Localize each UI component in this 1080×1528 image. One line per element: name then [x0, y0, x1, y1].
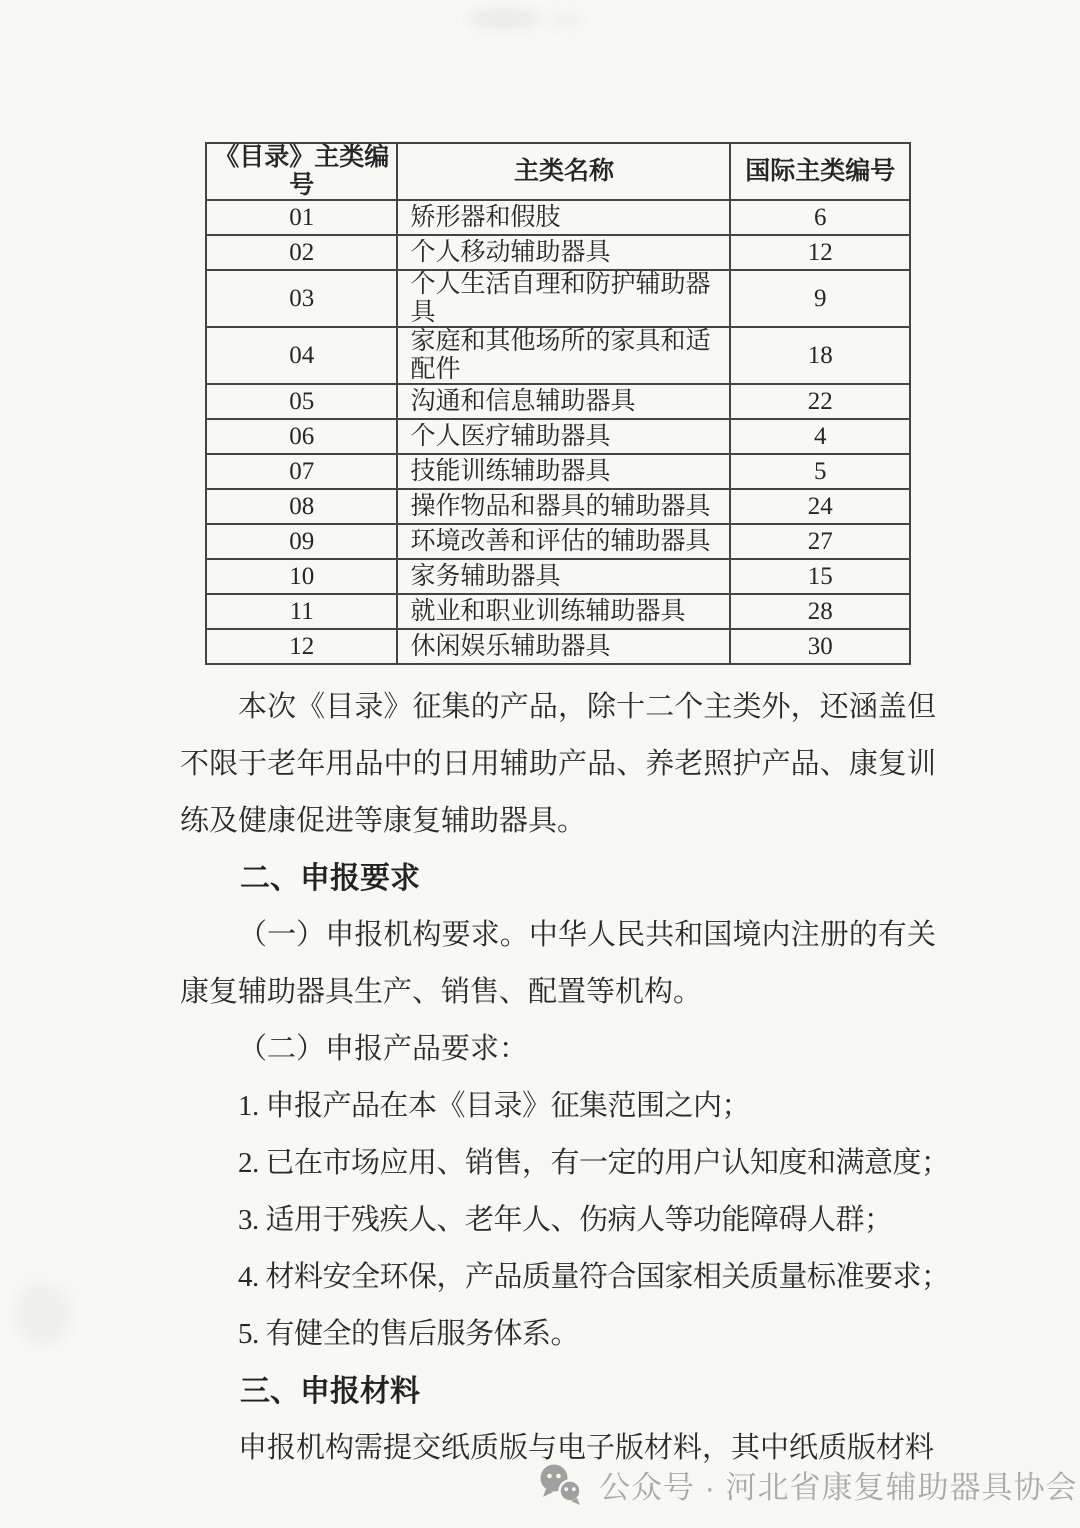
table-row [206, 559, 910, 594]
org-requirements-paragraph: （一）申报机构要求。中华人民共和国境内注册的有关康复辅助器具生产、销售、配置等机构。 [180, 919, 936, 1008]
category-name: 环境改善和评估的辅助器具 [397, 524, 730, 559]
catalog-code: 07 [206, 454, 397, 489]
scan-smudge [14, 1282, 72, 1346]
category-name: 操作物品和器具的辅助器具 [397, 489, 730, 524]
intl-code: 28 [730, 594, 910, 629]
table-row [206, 327, 910, 384]
intl-code: 24 [730, 489, 910, 524]
category-name: 矫形器和假肢 [397, 200, 730, 235]
section-heading-2: 二、申报要求 [240, 862, 420, 895]
table-row [206, 524, 910, 559]
category-name: 家务辅助器具 [397, 559, 730, 594]
wechat-icon [538, 1464, 586, 1506]
intl-code: 22 [730, 384, 910, 419]
table-row [206, 489, 910, 524]
category-name: 个人移动辅助器具 [397, 235, 730, 270]
intl-code: 5 [730, 454, 910, 489]
intl-code: 9 [730, 270, 910, 327]
table-row [206, 235, 910, 270]
intl-code: 18 [730, 327, 910, 384]
intl-code: 12 [730, 235, 910, 270]
category-name: 个人生活自理和防护辅助器具 [397, 270, 730, 327]
requirement-item-1: 1. 申报产品在本《目录》征集范围之内； [238, 1090, 751, 1122]
requirement-item-3: 3. 适用于残疾人、老年人、伤病人等功能障碍人群； [238, 1204, 893, 1236]
category-name: 个人医疗辅助器具 [397, 419, 730, 454]
scan-smudge [468, 8, 540, 30]
table-row [206, 200, 910, 235]
table-row [206, 629, 910, 664]
materials-paragraph: 申报机构需提交纸质版与电子版材料，其中纸质版材料 [238, 1432, 935, 1464]
catalog-code: 06 [206, 419, 397, 454]
product-requirements-label: （二）申报产品要求： [238, 1033, 529, 1065]
intro-paragraph: 本次《目录》征集的产品，除十二个主类外，还涵盖但不限于老年用品中的日用辅助产品、养老照护产品、康复训练及健康促进等康复辅助器具。 [180, 691, 936, 837]
catalog-code: 03 [206, 270, 397, 327]
intl-code: 30 [730, 629, 910, 664]
table-header-row [206, 143, 910, 200]
catalog-code: 12 [206, 629, 397, 664]
table-row [206, 384, 910, 419]
watermark [538, 1462, 1078, 1507]
catalog-code: 05 [206, 384, 397, 419]
catalog-code: 02 [206, 235, 397, 270]
scan-smudge [548, 12, 582, 27]
requirement-item-5: 5. 有健全的售后服务体系。 [238, 1318, 580, 1350]
section-heading-3: 三、申报材料 [240, 1375, 420, 1408]
catalog-code: 11 [206, 594, 397, 629]
table-row [206, 454, 910, 489]
catalog-code: 04 [206, 327, 397, 384]
catalog-code: 10 [206, 559, 397, 594]
category-name: 沟通和信息辅助器具 [397, 384, 730, 419]
catalog-code: 08 [206, 489, 397, 524]
catalog-code: 01 [206, 200, 397, 235]
category-table [205, 142, 911, 665]
table-row [206, 594, 910, 629]
column-header-intl-code: 国际主类编号 [730, 143, 910, 200]
category-name: 家庭和其他场所的家具和适配件 [397, 327, 730, 384]
intl-code: 6 [730, 200, 910, 235]
requirement-item-4: 4. 材料安全环保，产品质量符合国家相关质量标准要求； [238, 1261, 950, 1293]
document-content [180, 142, 950, 1477]
watermark-text: 公众号 · 河北省康复辅助器具协会 [599, 1470, 1078, 1505]
intl-code: 27 [730, 524, 910, 559]
category-name: 休闲娱乐辅助器具 [397, 629, 730, 664]
table-row [206, 419, 910, 454]
category-name: 技能训练辅助器具 [397, 454, 730, 489]
category-name: 就业和职业训练辅助器具 [397, 594, 730, 629]
intl-code: 4 [730, 419, 910, 454]
requirement-item-2: 2. 已在市场应用、销售，有一定的用户认知度和满意度； [238, 1147, 950, 1179]
table-row [206, 270, 910, 327]
catalog-code: 09 [206, 524, 397, 559]
intl-code: 15 [730, 559, 910, 594]
column-header-category-name: 主类名称 [397, 143, 730, 200]
column-header-catalog-code: 《目录》主类编号 [206, 143, 397, 200]
